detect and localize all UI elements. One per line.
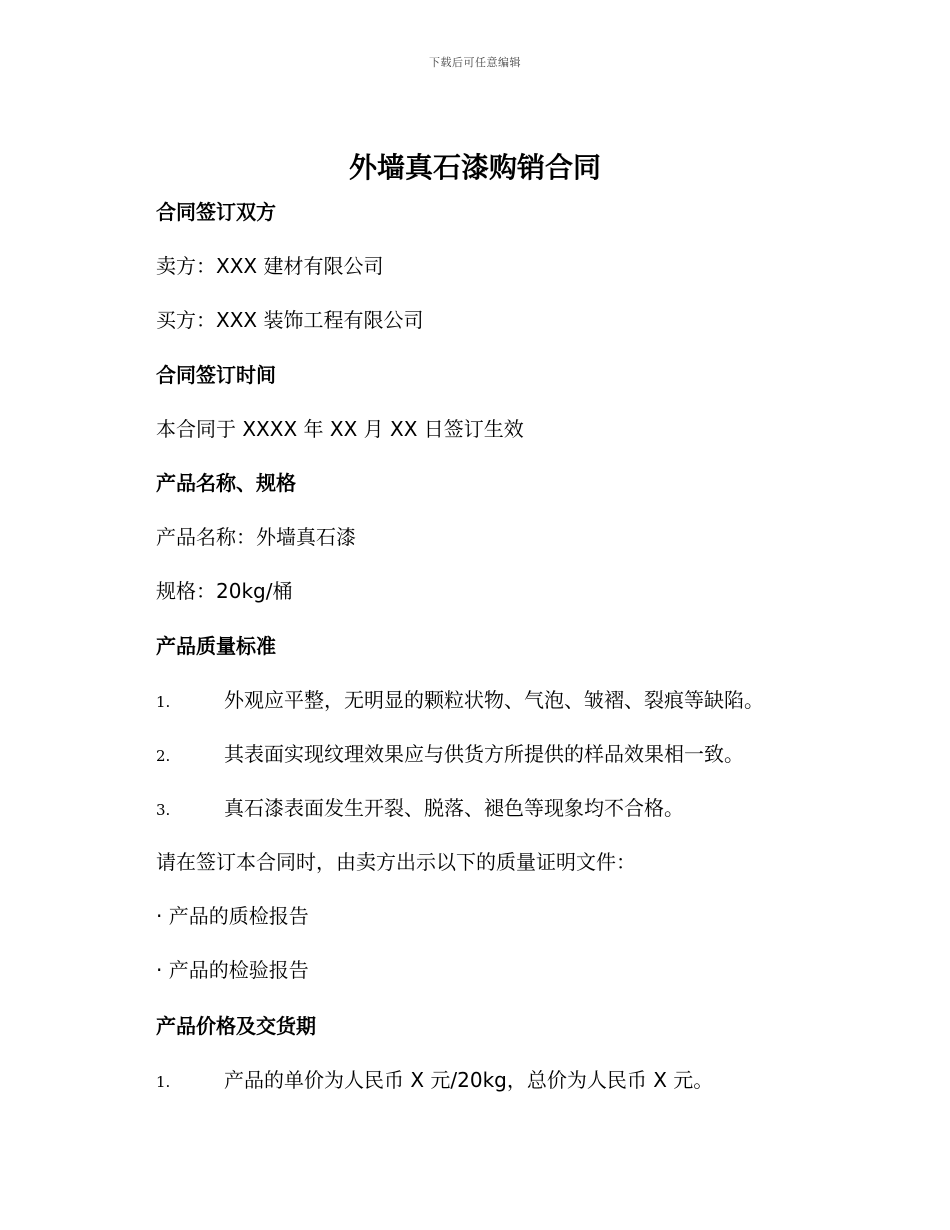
- section-heading-price: 产品价格及交货期: [156, 1014, 316, 1038]
- header-note: 下载后可任意编辑: [429, 56, 521, 69]
- list-item-text: 其表面实现纹理效果应与供货方所提供的样品效果相一致。: [224, 742, 744, 766]
- cert-item: · 产品的质检报告: [156, 904, 309, 928]
- product-spec-line: 规格：20kg/桶: [156, 579, 293, 603]
- quality-item: [156, 739, 856, 771]
- list-number: 1.: [156, 693, 171, 711]
- product-name-line: 产品名称：外墙真石漆: [156, 525, 356, 549]
- signing-time-text: 本合同于 XXXX 年 XX 月 XX 日签订生效: [156, 417, 524, 441]
- list-number: 2.: [156, 747, 171, 765]
- section-heading-signing-time: 合同签订时间: [156, 363, 276, 387]
- list-item-text: 外观应平整，无明显的颗粒状物、气泡、皱褶、裂痕等缺陷。: [224, 688, 764, 712]
- document-title: 外墙真石漆购销合同: [348, 151, 601, 184]
- quality-item: [156, 793, 856, 825]
- section-heading-parties: 合同签订双方: [156, 200, 276, 224]
- cert-intro: 请在签订本合同时，由卖方出示以下的质量证明文件：: [156, 850, 636, 874]
- buyer-line: 买方：XXX 装饰工程有限公司: [156, 308, 424, 332]
- cert-item: · 产品的检验报告: [156, 958, 309, 982]
- list-item-text: 真石漆表面发生开裂、脱落、褪色等现象均不合格。: [224, 796, 684, 820]
- section-heading-product: 产品名称、规格: [156, 471, 296, 495]
- list-number: 1.: [156, 1073, 171, 1091]
- section-heading-quality: 产品质量标准: [156, 634, 276, 658]
- list-item-text: 产品的单价为人民币 X 元/20kg，总价为人民币 X 元。: [224, 1068, 714, 1092]
- quality-item: [156, 685, 856, 717]
- seller-line: 卖方：XXX 建材有限公司: [156, 254, 384, 278]
- list-number: 3.: [156, 801, 171, 819]
- price-item: [156, 1065, 856, 1097]
